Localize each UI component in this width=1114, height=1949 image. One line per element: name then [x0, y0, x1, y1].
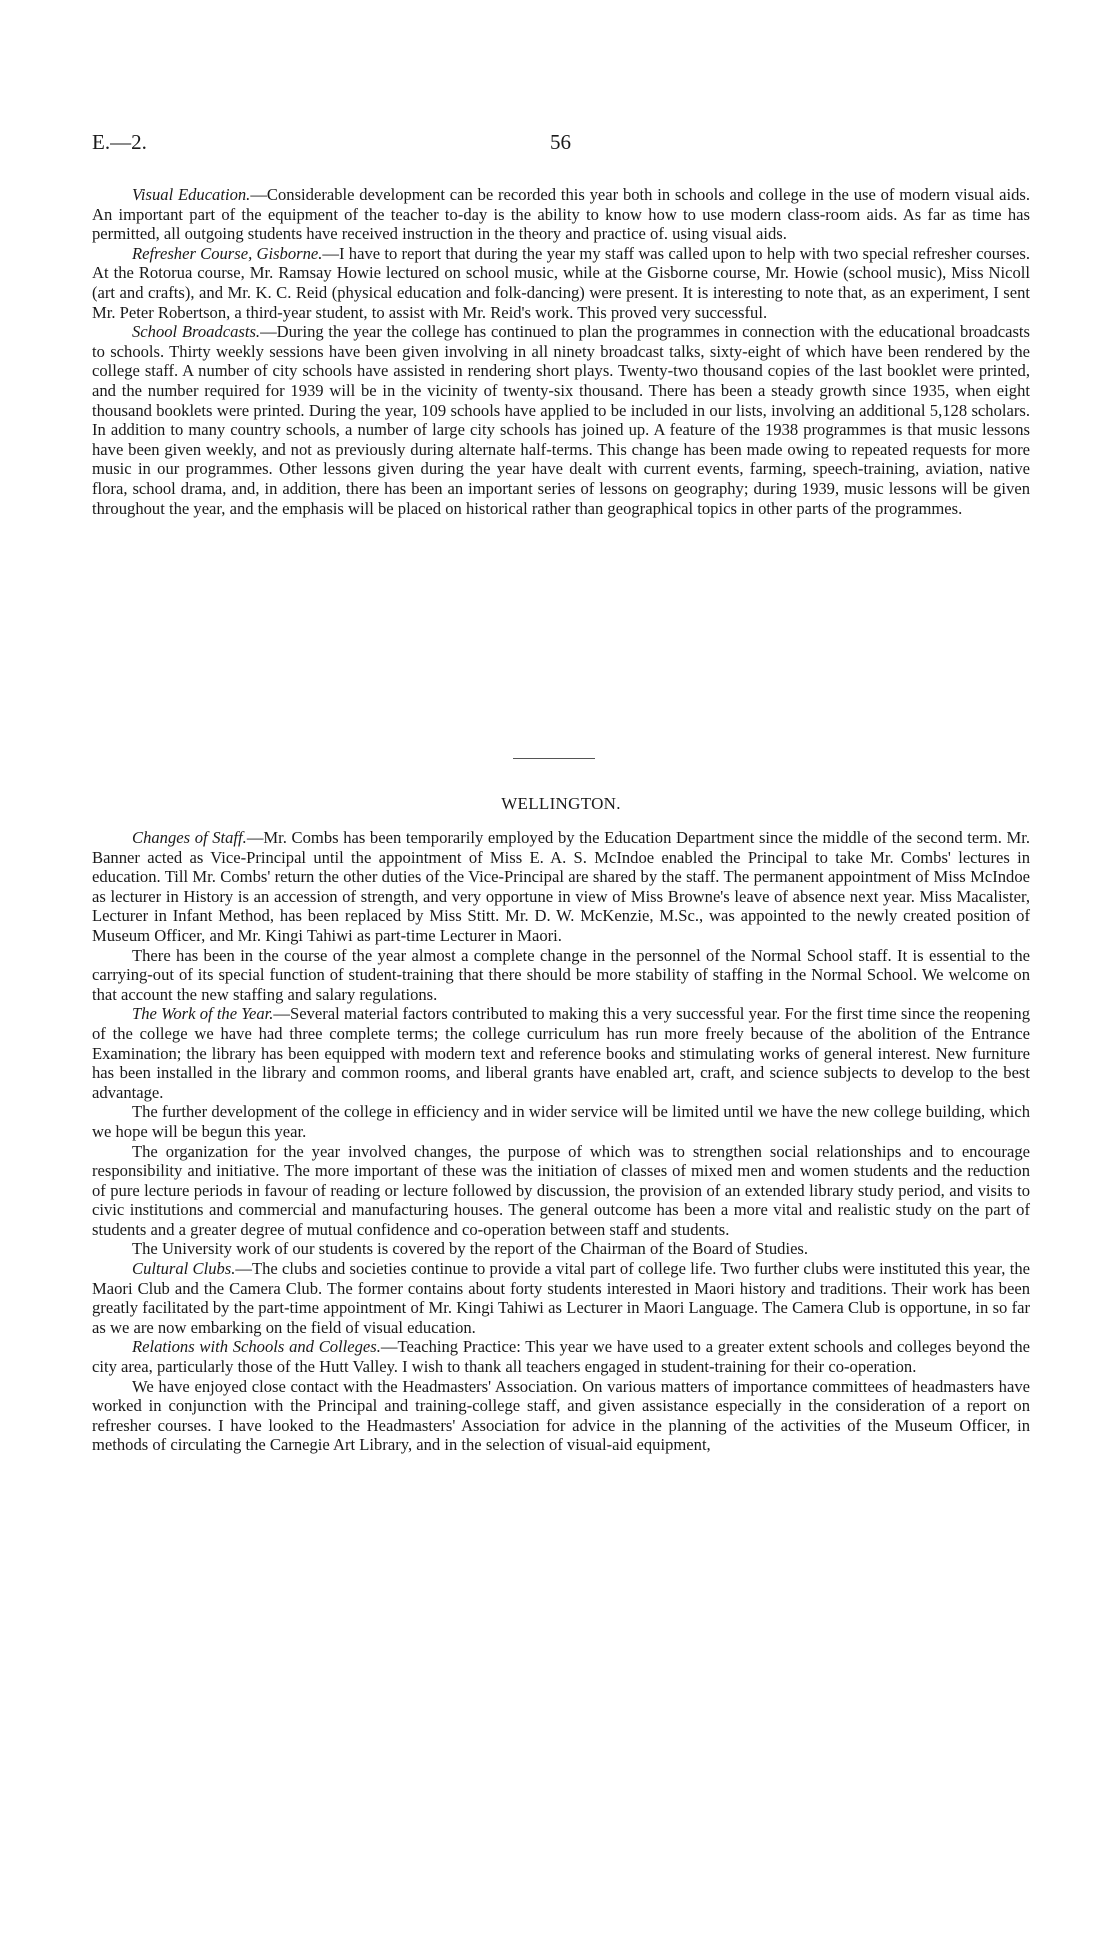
report-section-wellington — [92, 828, 1030, 1455]
paragraph-normal-school-staff — [92, 946, 1030, 1005]
paragraph-text: —The clubs and societies continue to provide a vital part of college life. Two further clubs were instituted this year, the Maori Club and the Camera Club. The former contains about forty students interested in Maori history and traditions. Their work has been greatly facilitated by the part-time appointment of Mr. Kingi Tahiwi as Lecturer in Maori Language. The Camera Club is opportune, in so far as we are now embarking on the field of visual education. — [92, 1259, 1030, 1337]
paragraph-cultural-clubs — [92, 1259, 1030, 1337]
paragraph-text: The University work of our students is covered by the report of the Chairman of the Board of Studies. — [132, 1239, 809, 1259]
paragraph-school-broadcasts — [92, 322, 1030, 518]
paragraph-text: We have enjoyed close contact with the Headmasters' Association. On various matters of importance committees of headmasters have worked in conjunction with the Principal and training-college staff, and given assistance especially in the consideration of a report on refresher courses. I have looked to the Headmasters' Association for advice in the planning of the activities of the Museum Officer, in methods of circulating the Carnegie Art Library, and in the selection of visual-aid equipment, — [92, 1376, 1030, 1455]
paragraph-heading: Cultural Clubs. — [132, 1259, 236, 1279]
paragraph-heading: The Work of the Year. — [132, 1004, 274, 1024]
page-number: 56 — [550, 130, 571, 154]
paragraph-university-work — [92, 1239, 1030, 1259]
paragraph-heading: Changes of Staff. — [132, 828, 247, 847]
paragraph-visual-education — [92, 185, 1030, 244]
paragraph-headmasters-association — [92, 1377, 1030, 1455]
section-divider — [513, 758, 595, 759]
paragraph-college-building — [92, 1102, 1030, 1141]
paragraph-heading: Visual Education. — [132, 185, 251, 204]
paragraph-changes-of-staff — [92, 828, 1030, 946]
paragraph-work-of-the-year — [92, 1004, 1030, 1102]
paragraph-relations-with-schools — [92, 1337, 1030, 1376]
paragraph-text: The organization for the year involved changes, the purpose of which was to strengthen social relationships and to encourage responsibility and initiative. The more important of these was the initiation of classes of mixed men and women students and the reduction of pure lecture periods in favour of reading or lecture followed by discussion, the provision of an extended library study period, and visits to civic institutions and commercial and manufacturing houses. The general outcome has been a more vital and realistic study on the part of students and a greater degree of mutual confidence and co-operation between staff and students. — [92, 1141, 1030, 1239]
paragraph-text: —I have to report that during the year my staff was called upon to help with two special refresher courses. At the Rotorua course, Mr. Ramsay Howie lectured on school music, while at the Gisborne course, Mr. Howie (school music), Miss Nicoll (art and crafts), and Mr. K. C. Reid (physical education and folk-dancing) were present. It is interesting to note that, as an experiment, I sent Mr. Peter Robertson, a third-year student, to assist with Mr. Reid's work. This proved very successful. — [92, 243, 1030, 322]
paragraph-heading: School Broadcasts. — [132, 322, 261, 342]
document-reference: E.—2. — [92, 130, 147, 154]
paragraph-text: —Teaching Practice: This year we have used to a greater extent schools and colleges beyond the city area, particularly those of the Hutt Valley. I wish to thank all teachers engaged in student-training for their co-operation. — [92, 1337, 1031, 1377]
paragraph-heading: Refresher Course, Gisborne. — [132, 243, 323, 263]
paragraph-text: —Considerable development can be recorded this year both in schools and college in the use of modern visual aids. An important part of the equipment of the teacher to-day is the ability to know how to use modern class-room aids. As far as time has permitted, all outgoing students have received instruction in the theory and practice of. using visual aids. — [92, 185, 1030, 244]
paragraph-heading: Relations with Schools and Colleges. — [132, 1337, 381, 1357]
paragraph-text: The further development of the college in efficiency and in wider service will be limited until we have the new college building, which we hope will be begun this year. — [92, 1102, 1030, 1141]
report-section-part1 — [92, 185, 1030, 518]
paragraph-text: —Several material factors contributed to making this a very successful year. For the first time since the reopening of the college we have had three complete terms; the college curriculum has run more freely because of the abolition of the Entrance Examination; the library has been equipped with modern text and reference books and stimulating works of general interest. New furniture has been installed in the library and common rooms, and liberal grants have enabled art, craft, and science subjects to develop to the best advantage. — [92, 1004, 1030, 1102]
page-header — [92, 130, 1030, 160]
section-title-wellington: WELLINGTON. — [501, 794, 621, 813]
paragraph-text: —During the year the college has continued to plan the programmes in connection with the educational broadcasts to schools. Thirty weekly sessions have been given involving in all ninety broadcast talks, sixty-eight of which have been rendered by the college staff. A number of city schools have assisted in rendering short plays. Twenty-two thousand copies of the last booklet were printed, and the number required for 1939 will be in the vicinity of twenty-six thousand. There has been a steady growth since 1935, when eight thousand booklets were printed. During the year, 109 schools have applied to be included in our lists, involving an additional 5,128 scholars. In addition to many country schools, a number of large city schools has joined up. A feature of the 1938 programmes is that music lessons have been given weekly, and not as previously during alternate half-terms. This change has been made owing to repeated requests for more music in our programmes. Other lessons given during the year have dealt with current events, farming, speech-training, aviation, native flora, school drama, and, in addition, there has been an important series of lessons on geography; during 1939, music lessons will be given throughout the year, and the emphasis will be placed on historical rather than geographical topics in other parts of the programmes. — [92, 322, 1030, 518]
paragraph-refresher-course — [92, 244, 1030, 322]
paragraph-organization — [92, 1142, 1030, 1240]
paragraph-text: —Mr. Combs has been temporarily employed by the Education Department since the middle of the second term. Mr. Banner acted as Vice-Principal until the appointment of Miss E. A. S. McIndoe enabled the Principal to take Mr. Combs' lectures in education. Till Mr. Combs' return the other duties of the Vice-Principal are shared by the staff. The permanent appointment of Miss McIndoe as lecturer in History is an accession of strength, and very opportune in view of Miss Browne's leave of absence next year. Miss Macalister, Lecturer in Infant Method, has been replaced by Miss Stitt. Mr. D. W. McKenzie, M.Sc., was appointed to the newly created position of Museum Officer, and Mr. Kingi Tahiwi as part-time Lecturer in Maori. — [92, 828, 1031, 945]
paragraph-text: There has been in the course of the year almost a complete change in the personnel of the Normal School staff. It is essential to the carrying-out of its special function of student-training that there should be more stability of staffing in the Normal School. We welcome on that account the new staffing and salary regulations. — [92, 945, 1030, 1004]
